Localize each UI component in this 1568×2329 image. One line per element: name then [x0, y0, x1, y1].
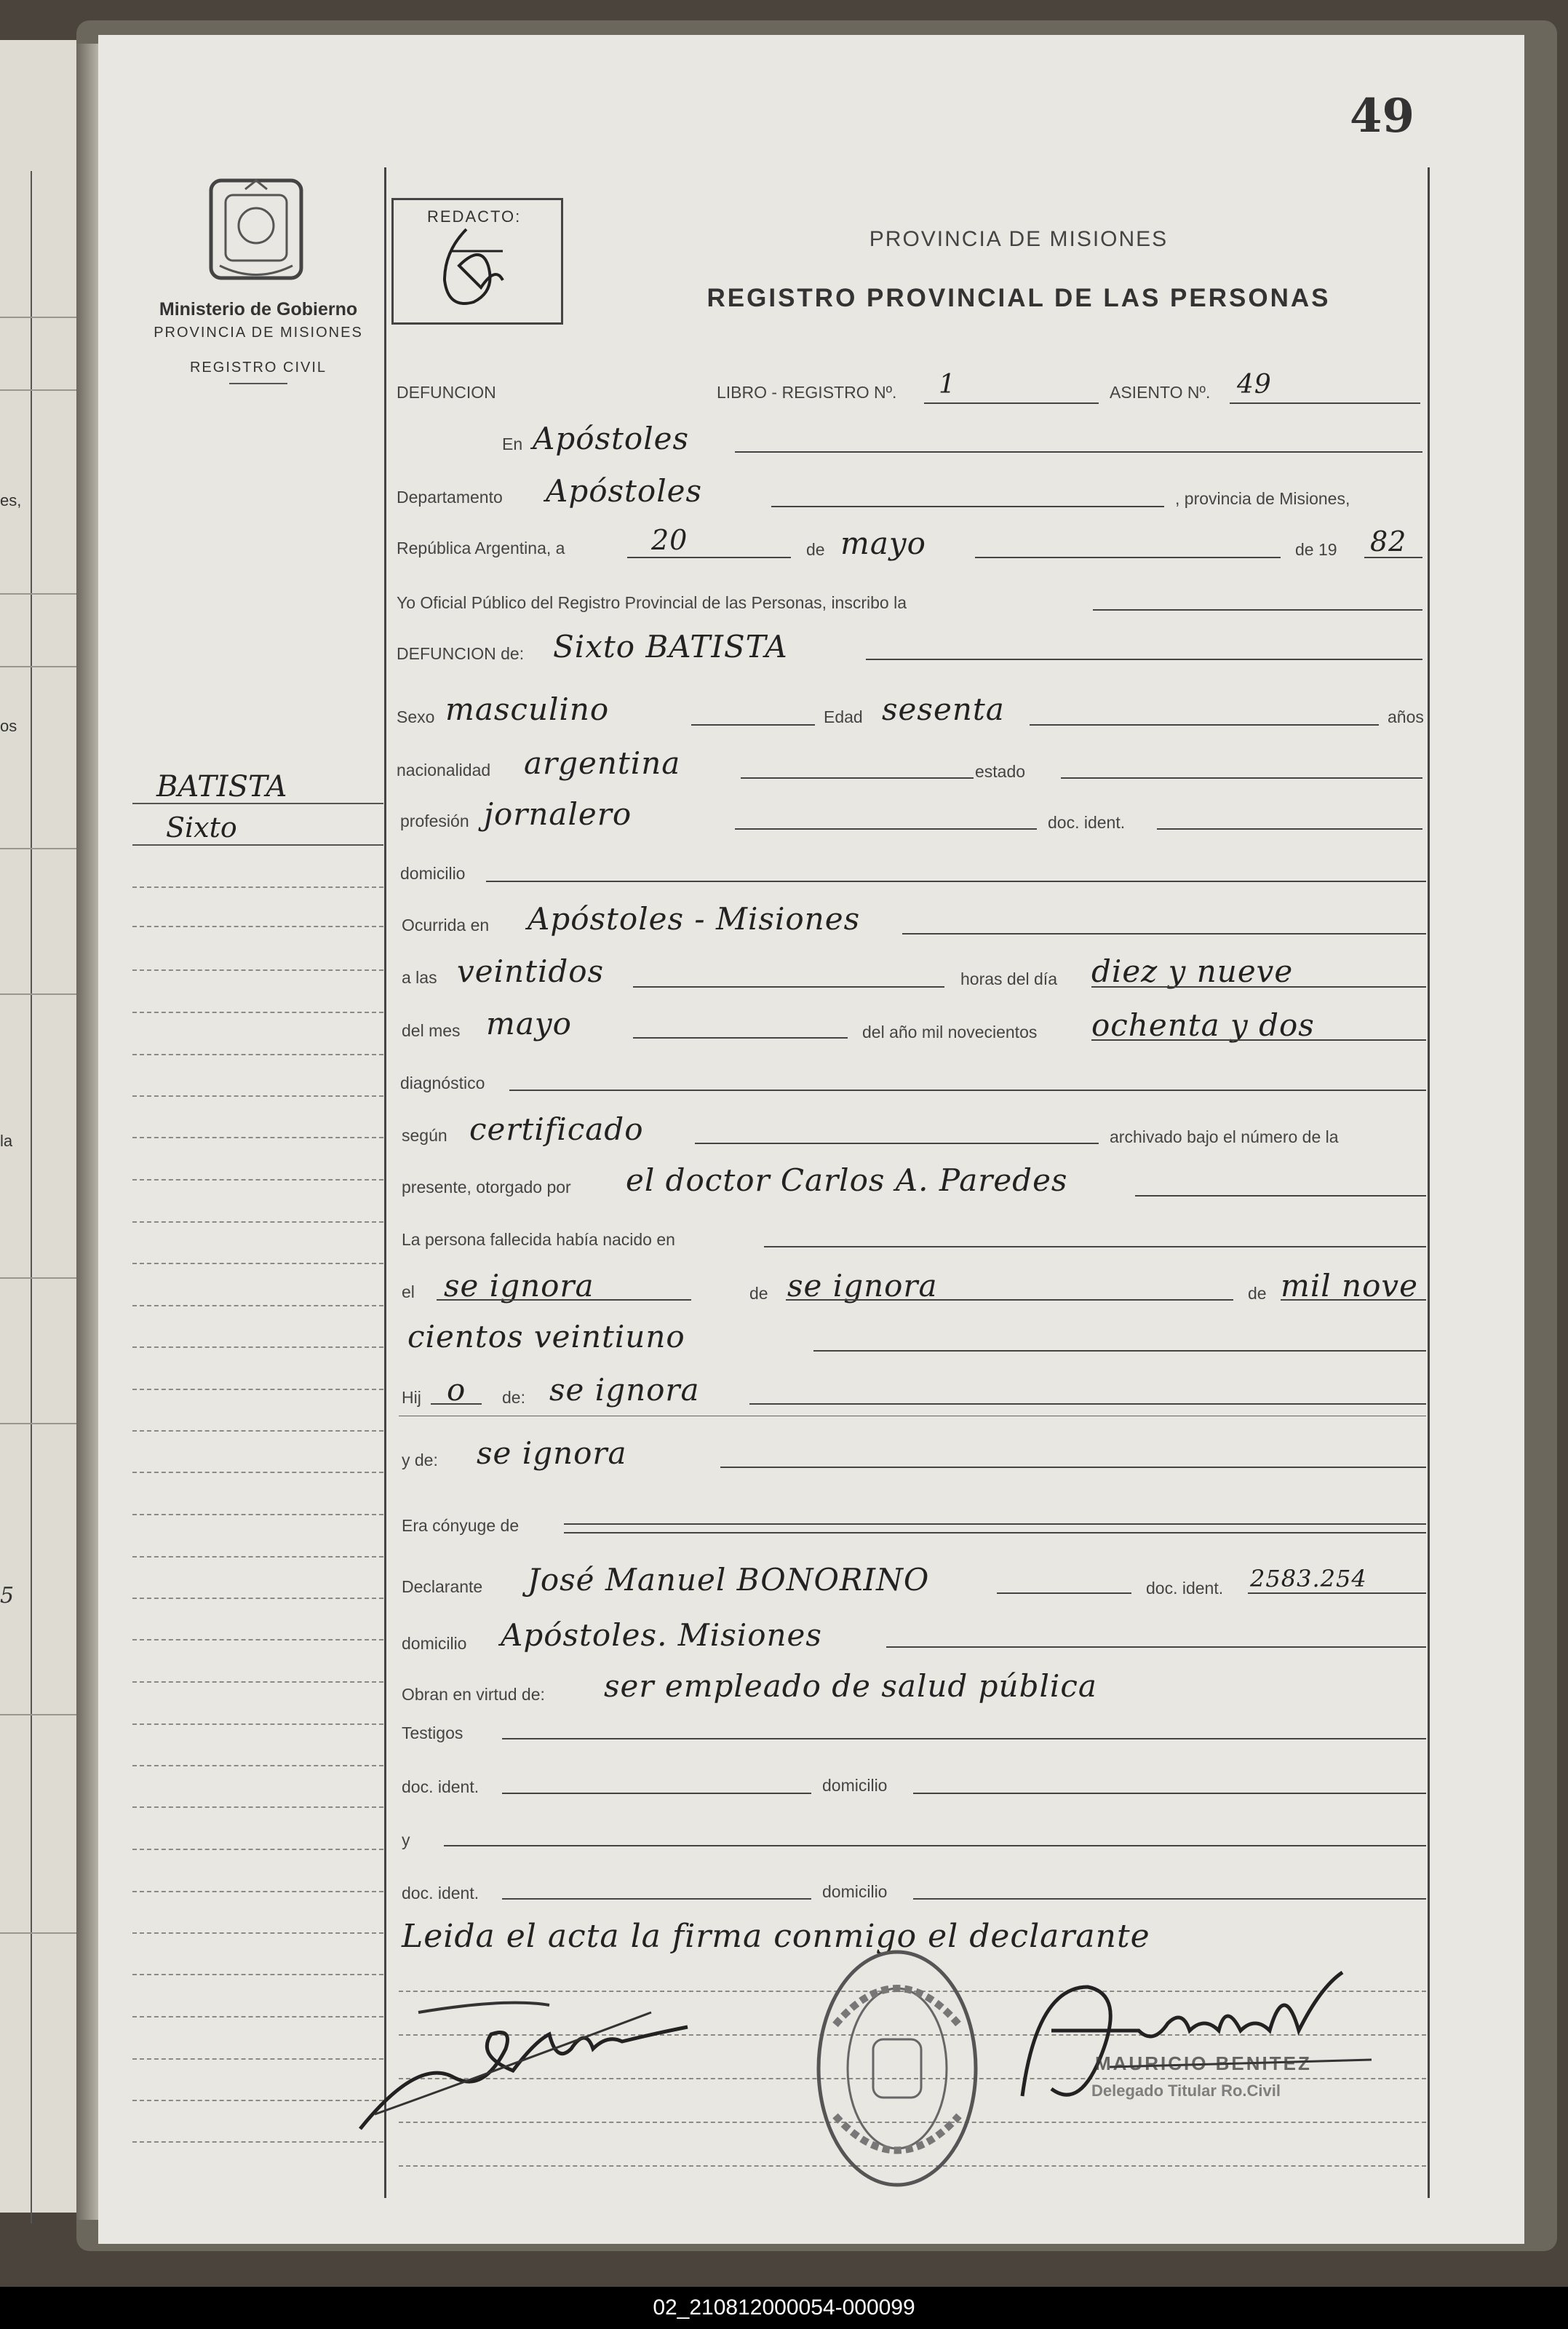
sexo-label: Sexo	[397, 707, 435, 726]
domicilio-label: domicilio	[400, 864, 466, 883]
segun-line	[695, 1143, 1099, 1144]
defuncion-de-label: DEFUNCION de:	[397, 644, 525, 663]
asiento-label: ASIENTO Nº.	[1110, 383, 1211, 402]
province-heading: PROVINCIA DE MISIONES	[869, 227, 1169, 251]
hij-de-value: se ignora	[549, 1372, 700, 1408]
left-page-fragment: la	[0, 1132, 13, 1150]
sidebar-rule	[132, 926, 383, 927]
deceased-line	[866, 659, 1422, 660]
testigo1-doc-line	[502, 1793, 811, 1794]
sidebar-rule	[132, 1054, 383, 1055]
cientos-value: cientos veintiuno	[407, 1319, 685, 1354]
coat-of-arms-icon	[205, 175, 307, 284]
left-page-rule	[0, 993, 76, 995]
sidebar-rule	[132, 1095, 383, 1097]
nacido-line	[764, 1246, 1426, 1247]
hij-line	[431, 1403, 482, 1405]
left-facing-page	[0, 40, 76, 2213]
testigos-label: Testigos	[402, 1723, 463, 1742]
book-gutter	[76, 44, 98, 2220]
domicilio-line	[486, 881, 1426, 882]
province-small-label: PROVINCIA DE MISIONES	[154, 325, 363, 341]
cientos-line	[813, 1350, 1426, 1352]
mes-line	[633, 1037, 848, 1039]
de-mil-label: de	[1248, 1284, 1267, 1303]
left-page-rule	[0, 317, 76, 318]
ano-line	[1091, 1039, 1426, 1041]
left-page-rule	[0, 666, 76, 667]
left-page-rule	[0, 593, 76, 595]
sidebar-rule	[132, 969, 383, 971]
obran-label: Obran en virtud de:	[402, 1685, 545, 1704]
segun-label: según	[402, 1126, 447, 1145]
defuncion-label: DEFUNCION	[397, 383, 496, 402]
nacido-label: La persona fallecida había nacido en	[402, 1230, 675, 1249]
ocurrida-value: Apóstoles - Misiones	[528, 901, 861, 937]
conyuge-line	[564, 1523, 1426, 1525]
sidebar-rule	[132, 1806, 383, 1808]
estado-label: estado	[975, 762, 1026, 781]
sidebar-rule	[132, 844, 383, 846]
en-line	[735, 451, 1422, 453]
sidebar-surname: BATISTA	[156, 770, 287, 804]
year-value: 82	[1370, 525, 1407, 558]
day-line	[627, 557, 791, 558]
nacionalidad-value: argentina	[524, 745, 681, 781]
el-value: se ignora	[444, 1268, 594, 1304]
ocurrida-line	[902, 933, 1426, 935]
profesion-value: jornalero	[484, 796, 632, 832]
testigo1-dom-label: domicilio	[822, 1776, 888, 1795]
el-label: el	[402, 1282, 415, 1301]
closing-statement: Leida el acta la firma conmigo el declarante	[402, 1918, 1150, 1955]
declarante-value: José Manuel BONORINO	[528, 1562, 930, 1598]
sidebar-rule	[132, 1849, 383, 1850]
edad-label: Edad	[824, 707, 863, 726]
sidebar-rule	[132, 1723, 383, 1725]
month-line	[975, 557, 1281, 558]
sidebar-rule	[132, 1556, 383, 1558]
deceased-name: Sixto BATISTA	[553, 629, 788, 664]
departamento-label: Departamento	[397, 488, 503, 507]
left-page-rule	[0, 1714, 76, 1715]
departamento-value: Apóstoles	[546, 473, 703, 509]
libro-value: 1	[939, 370, 956, 400]
asiento-line	[1230, 402, 1420, 404]
y-de-value: se ignora	[477, 1435, 627, 1471]
presente-line	[1135, 1195, 1426, 1197]
dia-value: diez y nueve	[1091, 953, 1294, 989]
hij-value: o	[447, 1372, 466, 1408]
sexo-line	[691, 724, 815, 726]
archivado-text: archivado bajo el número de la	[1110, 1127, 1339, 1146]
testigo2-doc-line	[502, 1898, 811, 1900]
oficial-text: Yo Oficial Público del Registro Provincial de las Personas, inscribo la	[397, 593, 907, 612]
right-vertical-line	[1428, 167, 1430, 2198]
del-ano-label: del año mil novecientos	[862, 1023, 1038, 1041]
estado-line	[1061, 777, 1422, 779]
testigo2-doc-label: doc. ident.	[402, 1884, 479, 1903]
left-page-fragment: es,	[0, 491, 22, 509]
margin-vertical-line	[384, 167, 386, 2198]
sidebar-rule	[132, 1430, 383, 1432]
edad-value: sesenta	[882, 691, 1005, 727]
libro-label: LIBRO - REGISTRO Nº.	[717, 383, 897, 402]
sidebar-rule	[132, 1891, 383, 1892]
month-de-label: de	[806, 540, 825, 559]
presente-label: presente, otorgado por	[402, 1178, 571, 1197]
declarant-signature-icon	[331, 1969, 695, 2151]
el-line	[437, 1299, 691, 1301]
del-mes-label: del mes	[402, 1021, 461, 1040]
de2-line	[786, 1299, 1233, 1301]
obran-value: ser empleado de salud pública	[604, 1668, 1097, 1704]
sidebar-rule	[132, 1137, 383, 1138]
mes-value: mayo	[486, 1006, 572, 1041]
testigo2-dom-label: domicilio	[822, 1882, 888, 1901]
presente-value: el doctor Carlos A. Paredes	[626, 1162, 1068, 1198]
en-value: Apóstoles	[533, 421, 690, 456]
declarante-label: Declarante	[402, 1577, 483, 1596]
testigo2-dom-line	[913, 1898, 1426, 1900]
republica-label: República Argentina, a	[397, 539, 565, 558]
sidebar-rule	[132, 1472, 383, 1473]
doc-ident-line	[1157, 828, 1422, 830]
left-page-fragment: 5	[0, 1583, 15, 1608]
civil-registry-label: REGISTRO CIVIL	[189, 360, 327, 376]
testigo1-doc-label: doc. ident.	[402, 1777, 479, 1796]
sidebar-rule	[132, 1765, 383, 1766]
left-page-rule	[0, 389, 76, 391]
hij-de-line	[749, 1403, 1426, 1405]
sidebar-rule	[132, 1639, 383, 1640]
diagnostico-label: diagnóstico	[400, 1074, 485, 1092]
nacionalidad-line	[741, 777, 974, 779]
registry-seal-icon	[813, 1945, 981, 2192]
sidebar-rule	[132, 1598, 383, 1599]
sidebar-rule	[132, 1305, 383, 1306]
ministry-divider	[229, 383, 287, 384]
year-de-label: de 19	[1295, 540, 1337, 559]
sidebar-rule	[132, 1389, 383, 1390]
oficial-line	[1093, 609, 1422, 611]
mil-value: mil nove	[1281, 1268, 1418, 1304]
month-value: mayo	[840, 525, 926, 561]
registry-title: REGISTRO PROVINCIAL DE LAS PERSONAS	[707, 284, 1331, 312]
profesion-line	[735, 828, 1037, 830]
hij-label: Hij	[402, 1388, 421, 1407]
mil-line	[1281, 1299, 1426, 1301]
conyuge-line	[564, 1532, 1426, 1534]
drafted-by-box	[391, 198, 563, 325]
horas-label: horas del día	[960, 969, 1057, 988]
official-stamp-name: MAURICIO BENITEZ	[1095, 2052, 1312, 2074]
edad-line	[1030, 724, 1379, 726]
left-page-margin-line	[31, 171, 32, 2223]
diagnostico-line	[509, 1090, 1426, 1091]
ministry-name: Ministerio de Gobierno	[159, 299, 358, 320]
de2-label: de	[749, 1284, 768, 1303]
a-las-value: veintidos	[457, 953, 605, 989]
year-line	[1364, 557, 1422, 558]
sidebar-rule	[132, 1932, 383, 1934]
sidebar-rule	[132, 886, 383, 888]
conyuge-label: Era cónyuge de	[402, 1516, 520, 1535]
sidebar-rule	[132, 1179, 383, 1181]
testigo1-dom-line	[913, 1793, 1426, 1794]
drafted-by-label: REDACTO:	[427, 207, 522, 226]
departamento-line	[771, 506, 1164, 507]
sidebar-rule	[132, 1514, 383, 1515]
y-line	[444, 1845, 1426, 1846]
sidebar-rule	[132, 1346, 383, 1348]
nacionalidad-label: nacionalidad	[397, 761, 491, 779]
day-value: 20	[651, 524, 688, 556]
doc-ident-label: doc. ident.	[1048, 813, 1126, 832]
profesion-label: profesión	[400, 812, 469, 830]
testigos-line	[502, 1738, 1426, 1739]
y-de-line	[720, 1467, 1426, 1468]
sidebar-first-name: Sixto	[166, 812, 237, 844]
ano-value: ochenta y dos	[1091, 1007, 1315, 1043]
declarante-line	[997, 1592, 1131, 1594]
sidebar-rule	[132, 1681, 383, 1683]
asiento-value: 49	[1237, 370, 1272, 400]
a-las-line	[633, 986, 944, 988]
y-de-label: y de:	[402, 1451, 438, 1469]
sidebar-rule	[132, 803, 383, 804]
declarante-dom-value: Apóstoles. Misiones	[501, 1617, 822, 1653]
anos-label: años	[1388, 707, 1424, 726]
a-las-label: a las	[402, 968, 437, 987]
sidebar-rule	[132, 1263, 383, 1264]
sexo-value: masculino	[445, 691, 610, 727]
initials-signature-icon	[415, 222, 539, 317]
declarante-doc-label: doc. ident.	[1146, 1579, 1224, 1598]
declarante-dom-label: domicilio	[402, 1634, 467, 1653]
left-page-fragment: os	[0, 717, 17, 735]
left-page-rule	[0, 1932, 76, 1934]
ministry-heading	[131, 297, 386, 384]
segun-value: certificado	[469, 1111, 644, 1147]
ocurrida-label: Ocurrida en	[402, 916, 490, 935]
provincia-text: , provincia de Misiones,	[1175, 489, 1350, 508]
en-label: En	[502, 435, 523, 453]
sidebar-rule	[132, 1012, 383, 1013]
libro-line	[924, 402, 1099, 404]
hij-de-label: de:	[502, 1388, 525, 1407]
image-caption: 02_210812000054-000099	[0, 2287, 1568, 2329]
y-label: y	[402, 1830, 410, 1849]
sidebar-rule	[132, 1221, 383, 1223]
page-number: 49	[1350, 89, 1415, 143]
declarante-doc-line	[1248, 1592, 1426, 1594]
left-page-rule	[0, 848, 76, 849]
left-page-rule	[0, 1277, 76, 1279]
left-page-rule	[0, 1423, 76, 1424]
official-stamp-role: Delegado Titular Ro.Civil	[1091, 2082, 1281, 2100]
dia-line	[1091, 986, 1426, 988]
declarante-doc-value: 2583.254	[1250, 1565, 1367, 1592]
de2-value: se ignora	[787, 1268, 938, 1304]
official-signature-icon	[1008, 1958, 1386, 2132]
declarante-dom-line	[886, 1646, 1426, 1648]
